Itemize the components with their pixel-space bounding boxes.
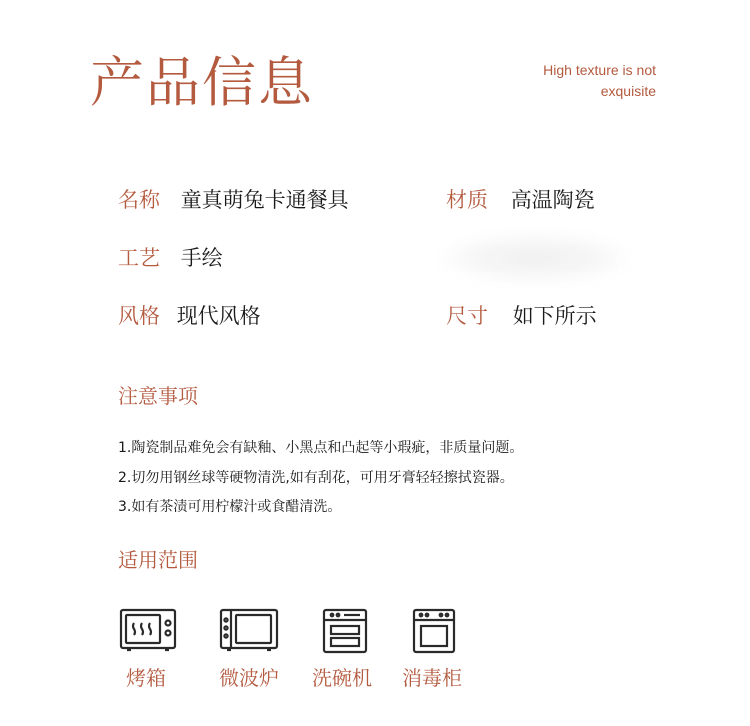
appliance-label-oven: 烤箱 xyxy=(126,666,166,690)
spec-material-value: 高温陶瓷 xyxy=(510,188,595,212)
oven-icon xyxy=(119,608,177,652)
spec-name-value: 童真萌兔卡通餐具 xyxy=(180,188,349,212)
spec-craft-value: 手绘 xyxy=(180,246,223,270)
notes-list xyxy=(118,434,523,523)
spec-size-key: 尺寸 xyxy=(446,304,488,328)
tagline xyxy=(456,60,656,102)
spec-name-key: 名称 xyxy=(118,188,160,212)
notes-heading: 注意事项 xyxy=(118,384,198,408)
spec-style-key: 风格 xyxy=(118,304,160,328)
spec-name xyxy=(118,190,349,211)
spec-style xyxy=(118,306,261,327)
appliance-label-microwave: 微波炉 xyxy=(219,666,279,690)
sterilizer-cabinet-icon xyxy=(412,608,456,654)
page-title: 产品信息 xyxy=(90,51,314,114)
microwave-icon xyxy=(219,608,279,652)
appliance-label-dishwasher: 洗碗机 xyxy=(312,666,372,690)
spec-craft-key: 工艺 xyxy=(118,246,160,270)
spec-style-value: 现代风格 xyxy=(176,304,261,328)
notes-item-2: 2.切勿用钢丝球等硬物清洗,如有刮花，可用牙膏轻轻擦拭瓷器。 xyxy=(118,469,514,486)
spec-size-value: 如下所示 xyxy=(512,304,597,328)
notes-item-3: 3.如有茶渍可用柠檬汁或食醋清洗。 xyxy=(118,499,342,515)
blurred-region xyxy=(440,232,630,284)
notes-item-1: 1.陶瓷制品难免会有缺釉、小黑点和凸起等小瑕疵，非质量问题。 xyxy=(118,440,524,456)
spec-material-key: 材质 xyxy=(446,188,488,212)
tagline-line-2: exquisite xyxy=(600,83,656,99)
dishwasher-icon xyxy=(322,608,368,654)
appliance-label-sterilizer: 消毒柜 xyxy=(402,666,462,690)
spec-material xyxy=(446,190,595,211)
usage-heading: 适用范围 xyxy=(118,548,198,572)
spec-size xyxy=(446,306,597,327)
tagline-line-1: High texture is not xyxy=(543,62,656,78)
spec-craft xyxy=(118,248,223,269)
